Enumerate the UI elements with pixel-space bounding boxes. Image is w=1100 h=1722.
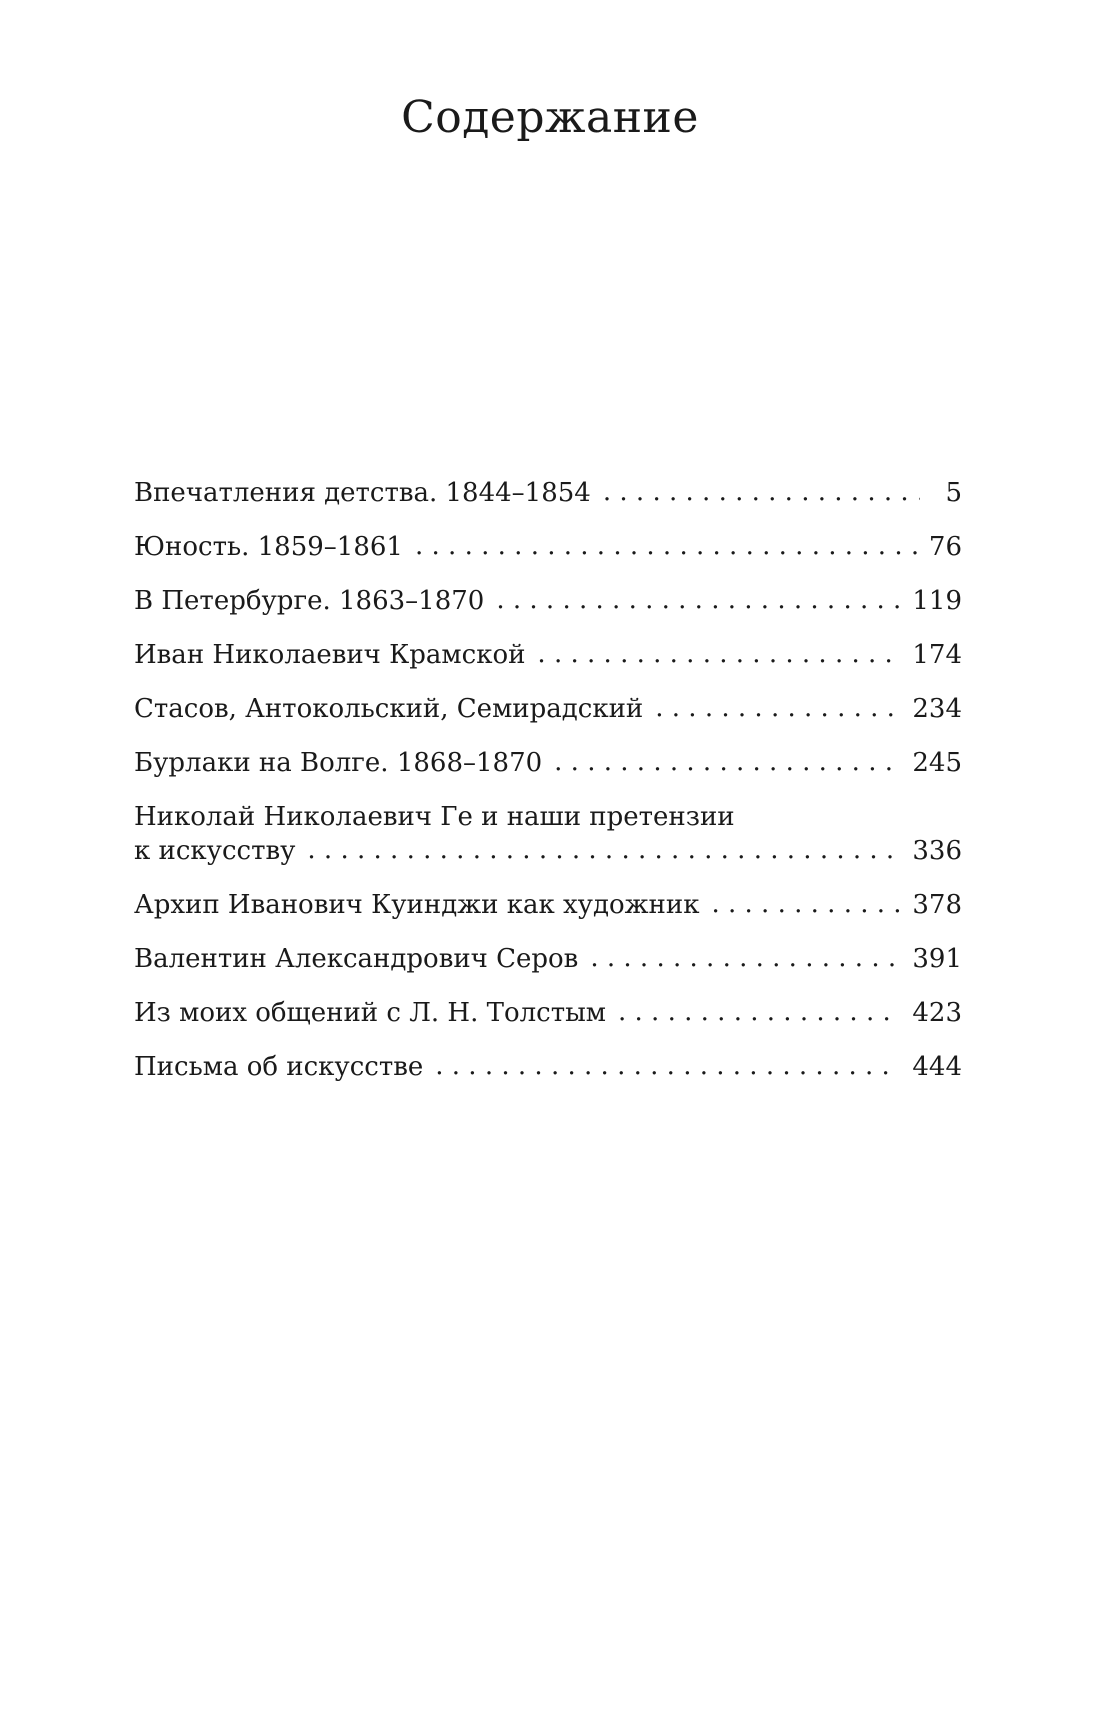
toc-entry-page: 119 [912, 586, 962, 616]
toc-entry-page: 76 [928, 532, 962, 562]
dot-leader [537, 637, 900, 671]
toc-entry-page: 444 [912, 1052, 962, 1082]
table-of-contents [134, 476, 962, 1104]
toc-entry-page: 423 [912, 998, 962, 1028]
toc-entry [134, 942, 962, 976]
toc-entry-page: 378 [912, 890, 962, 920]
dot-leader [603, 475, 920, 509]
dot-leader [618, 995, 900, 1029]
dot-leader [655, 691, 900, 725]
dot-leader [415, 529, 917, 563]
page-title: Содержание [401, 92, 699, 143]
toc-entry [134, 746, 962, 780]
dot-leader [711, 887, 900, 921]
toc-entry-title-line2: к искусству [134, 836, 296, 866]
toc-entry [134, 888, 962, 922]
dot-leader [435, 1049, 900, 1083]
dot-leader [590, 941, 900, 975]
toc-entry [134, 1050, 962, 1084]
toc-entry [134, 584, 962, 618]
toc-entry-page: 174 [912, 640, 962, 670]
toc-entry [134, 530, 962, 564]
toc-entry-title: Впечатления детства. 1844–1854 [134, 478, 591, 508]
toc-entry-title: В Петербурге. 1863–1870 [134, 586, 485, 616]
toc-entry-title: Бурлаки на Волге. 1868–1870 [134, 748, 543, 778]
toc-entry-title: Письма об искусстве [134, 1052, 424, 1082]
dot-leader [554, 745, 900, 779]
toc-entry-page: 234 [912, 694, 962, 724]
toc-entry [134, 996, 962, 1030]
toc-entry [134, 476, 962, 510]
toc-entry [134, 692, 962, 726]
toc-entry-title: Стасов, Антокольский, Семирадский [134, 694, 644, 724]
toc-entry-title-line1: Николай Николаевич Ге и наши претензии [134, 802, 735, 832]
toc-entry-page: 391 [912, 944, 962, 974]
toc-entry-page: 336 [912, 836, 962, 866]
dot-leader [307, 833, 900, 867]
dot-leader [496, 583, 900, 617]
toc-entry-title: Иван Николаевич Крамской [134, 640, 526, 670]
toc-entry-title: Валентин Александрович Серов [134, 944, 579, 974]
toc-entry-title: Архип Иванович Куинджи как художник [134, 890, 700, 920]
toc-entry [134, 638, 962, 672]
toc-entry-page: 5 [945, 478, 962, 508]
toc-entry-title: Юность. 1859–1861 [134, 532, 403, 562]
toc-entry-title: Из моих общений с Л. Н. Толстым [134, 998, 606, 1028]
toc-entry [134, 800, 962, 868]
toc-entry-page: 245 [912, 748, 962, 778]
